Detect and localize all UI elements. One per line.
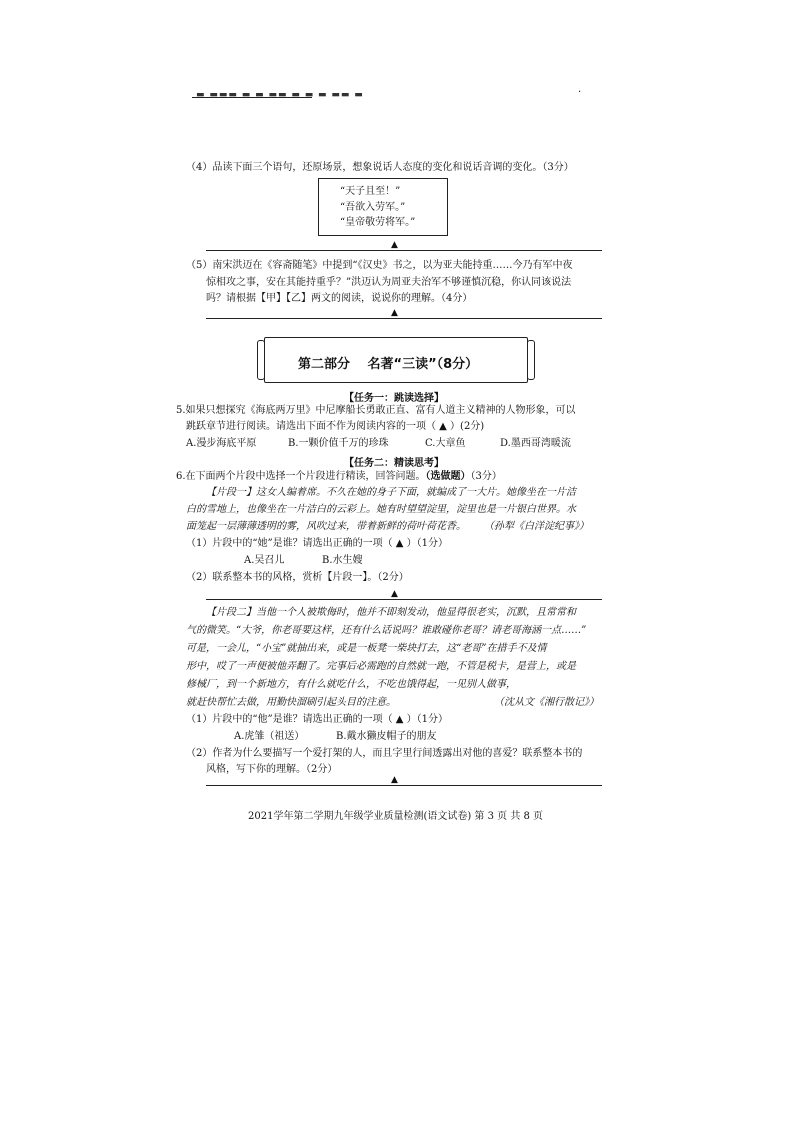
- answer-marker: ▲: [391, 589, 398, 599]
- segment1-source: （孙犁《白洋淀纪事》）: [484, 521, 589, 532]
- task1-title: 【任务一：跳读选择】: [344, 393, 444, 404]
- segment2-line-2: 气的微笑。“大爷，你老哥要这样，还有什么话说吗？谁敢碰你老哥？请老哥海涵一点……”: [186, 625, 587, 636]
- option-c: C.大章鱼: [425, 438, 466, 449]
- quote-1: “天子且至！”: [340, 186, 401, 197]
- segment1-line-1: 【片段一】这女人编着席。不久在她的身子下面，就编成了一大片。她像坐在一片洁: [206, 487, 576, 498]
- answer-line: [206, 785, 602, 786]
- answer-line: [206, 250, 602, 251]
- segment2-line-4: 形中，哎了一声便被他弄翻了。完事后必需跑的自然就一跑，不管是税卡，是营上，或是: [186, 661, 576, 672]
- q4-prompt: （4）品读下面三个语句，还原场景，想象说话人态度的变化和说话音调的变化。（3分）: [186, 162, 574, 173]
- seg1-q1: （1）片段中的“她”是谁？请选出正确的一项（ ▲ ）（1分）: [186, 538, 448, 549]
- seg1-option-a: A.吴召儿: [244, 555, 285, 566]
- header-rule: [192, 97, 312, 98]
- q5-prompt-line-1: 5.如果只想探究《海底两万里》中尼摩船长勇敢正直、富有人道主义精神的人物形象，可以: [176, 405, 576, 416]
- option-b: B.一颗价值千万的珍珠: [288, 438, 389, 449]
- segment2-line-3: 可是，一会儿，“小宝”就抽出来，或是一板凳一柴块打去，这“老哥”在措手不及情: [186, 643, 547, 654]
- answer-line: [206, 318, 602, 319]
- seg1-option-b: B.水生嫂: [322, 555, 363, 566]
- answer-marker: ▲: [391, 240, 398, 250]
- option-d: D.墨西哥湾暖流: [500, 438, 571, 449]
- seg2-q2-line-1: （2）作者为什么要描写一个爱打架的人，而且字里行间透露出对他的喜爱？联系整本书的: [186, 748, 583, 759]
- segment2-source: （沈从文《湘行散记》）: [494, 697, 599, 708]
- header-scan-fragment: ▬ ▬▬▬ ▬ ▬ ▬▬ ▬ ▬ ▬ ▬▬ ▬: [196, 90, 364, 100]
- segment2-line-6: 就赶快帮忙去做，用勤快溜刷引起头目的注意。: [186, 697, 396, 708]
- part2-title: 第二部分 名著“三读”（8分）: [298, 357, 479, 372]
- q6-elective: （选做题）: [425, 471, 471, 482]
- q6-prompt: [176, 470, 502, 484]
- q5-prompt-line-2: 跳跃章节进行阅读。请选出下面不作为阅读内容的一项（ ▲ ）(2分): [186, 421, 485, 432]
- seg1-q2: （2）联系整本书的风格，赏析【片段一】。（2分）: [186, 572, 409, 583]
- quote-2: “吾欲入劳军。”: [340, 202, 406, 213]
- seg2-option-a: A.虎雏（祖送）: [234, 731, 305, 742]
- segment1-line-3: 面笼起一层薄薄透明的雾，风吹过来，带着新鲜的荷叶荷花香。: [186, 521, 466, 532]
- q6-score: （3分）: [470, 471, 502, 482]
- seg2-q2-line-2: 风格，写下你的理解。（2分）: [206, 764, 338, 775]
- seg2-option-b: B.戴水獭皮帽子的朋友: [336, 731, 437, 742]
- answer-marker: ▲: [391, 308, 398, 318]
- task2-title: 【任务二：精读思考】: [344, 458, 444, 469]
- quote-3: “皇帝敬劳将军。”: [340, 217, 416, 228]
- q5-line-2: 惊相攻之事，安在其能持重乎？”洪迈认为周亚夫治军不够谨慎沉稳，你认同该说法: [206, 277, 572, 288]
- option-a: A.漫步海底平原: [186, 438, 257, 449]
- segment2-line-5: 修械厂，到一个新地方，有什么就吃什么，不吃也饿得起，一见别人做事，: [186, 679, 516, 690]
- segment2-line-1: 【片段二】当他一个人被欺侮时，他并不即刻发动，他显得很老实，沉默，且常常和: [206, 607, 576, 618]
- answer-marker: ▲: [391, 775, 398, 785]
- q5-line-1: （5）南宋洪迈在《容斋随笔》中提到“《汉史》书之，以为亚夫能持重……今乃有军中夜: [186, 260, 573, 271]
- answer-line: [206, 599, 602, 600]
- header-mark: ·: [578, 87, 582, 98]
- q6-intro: 6.在下面两个片段中选择一个片段进行精读，回答问题。: [176, 471, 426, 482]
- seg2-q1: （1）片段中的“他”是谁？请选出正确的一项（ ▲ ）（1分）: [186, 714, 448, 725]
- q5-line-3: 吗？请根据【甲】【乙】两文的阅读，说说你的理解。（4分）: [206, 293, 473, 304]
- segment1-line-2: 白的雪地上，也像坐在一片洁白的云彩上。她有时望望淀里，淀里也是一片银白世界。水: [186, 504, 576, 515]
- page-footer: 2021学年第二学期九年级学业质量检测(语文试卷) 第 3 页 共 8 页: [248, 811, 544, 822]
